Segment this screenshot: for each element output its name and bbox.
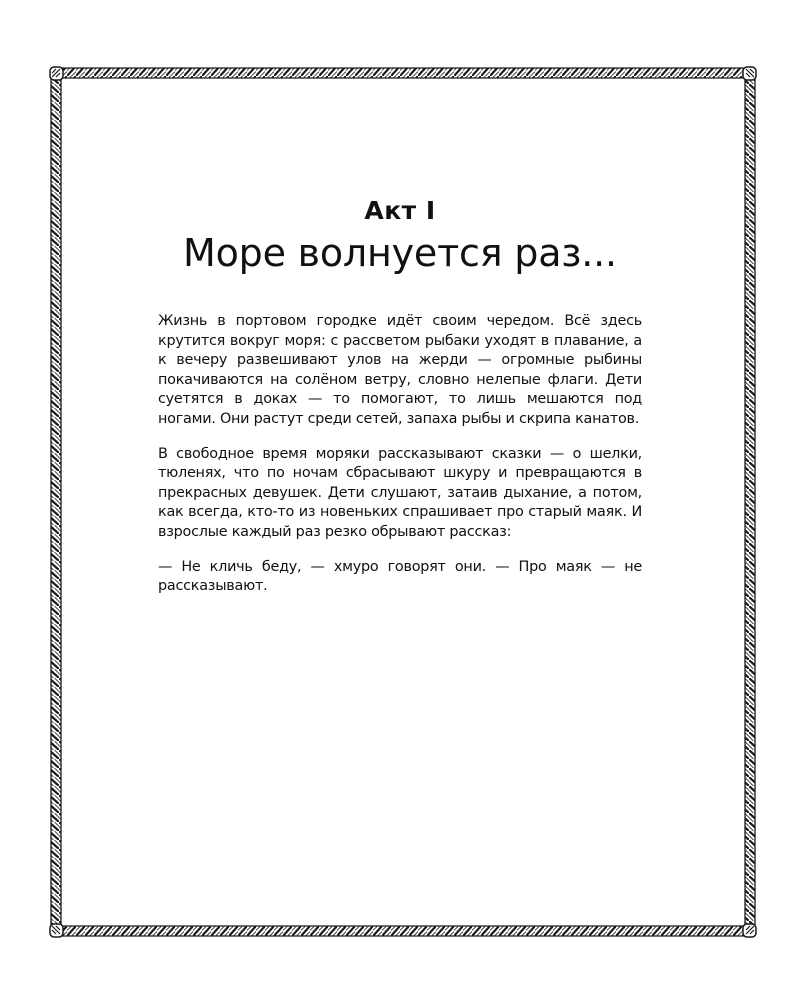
rope-corner-tr	[743, 67, 756, 80]
paragraph-2: В свободное время моряки рассказывают сказки — о шелки, тюленях, что по ночам сбрасывают шкуру и превращаются в прекрасных девушек. Дети слушают, затаив дыхание, а потом, как всегда, кто-то из новеньких спрашивает про старый маяк. И взрослые каждый раз резко обрывают рассказ:	[158, 445, 642, 540]
rope-top	[51, 68, 755, 78]
page-content	[158, 196, 642, 612]
act-label: Акт I	[364, 196, 436, 225]
chapter-title: Море волнуется раз...	[183, 231, 617, 275]
rope-left	[51, 68, 61, 936]
rope-corner-tl	[50, 67, 63, 80]
rope-bottom	[51, 926, 755, 936]
rope-right	[745, 68, 755, 936]
paragraph-1: Жизнь в портовом городке идёт своим чередом. Всё здесь крутится вокруг моря: с рассветом рыбаки уходят в плавание, а к вечеру развешивают улов на жерди — огромные рыбины покачиваются на солёном ветру, словно нелепые флаги. Дети суетятся в доках — то помогают, то лишь мешаются под ногами. Они растут среди сетей, запаха рыбы и скрипа канатов.	[158, 313, 642, 427]
paragraph-3: — Не кличь беду, — хмуро говорят они. — Про маяк — не рассказывают.	[158, 558, 642, 595]
story-text	[158, 312, 642, 597]
